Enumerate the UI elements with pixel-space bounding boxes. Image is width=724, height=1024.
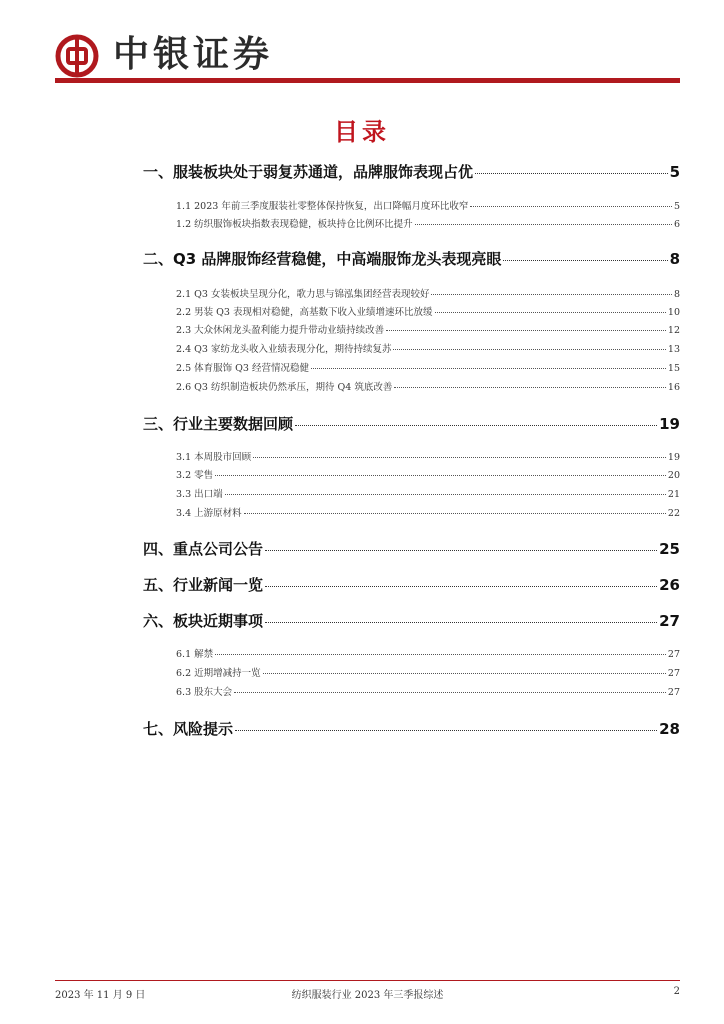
toc-page-number: 28 <box>659 720 680 738</box>
toc-subsection-link[interactable] <box>176 646 680 660</box>
toc-page-number: 5 <box>669 163 680 181</box>
toc-entry-title: 1.2 纺织服饰板块指数表现稳健，板块持仓比例环比提升 <box>176 219 413 230</box>
dot-leader <box>415 224 672 225</box>
toc-subsection-link[interactable] <box>176 665 680 679</box>
dot-leader <box>234 692 666 693</box>
dot-leader <box>394 387 666 388</box>
dot-leader <box>244 513 666 514</box>
dot-leader <box>435 312 666 313</box>
toc-page-number: 13 <box>667 344 680 355</box>
toc-page-number: 20 <box>667 470 680 481</box>
page-number: 2 <box>673 986 680 997</box>
toc-page-number: 8 <box>673 289 680 300</box>
toc-page-number: 10 <box>667 307 680 318</box>
dot-leader <box>253 457 666 458</box>
toc-page-number: 27 <box>659 612 680 630</box>
toc-subsection-link[interactable] <box>176 684 680 698</box>
toc-page-number: 27 <box>667 649 680 660</box>
toc-page-number: 27 <box>667 668 680 679</box>
dot-leader <box>470 206 672 207</box>
toc-page-number: 19 <box>659 415 680 433</box>
toc-entry-title: 二、Q3 品牌服饰经营稳健，中高端服饰龙头表现亮眼 <box>143 250 502 268</box>
toc-section-link[interactable] <box>143 574 680 594</box>
dot-leader <box>263 673 666 674</box>
toc-subsection-link[interactable] <box>176 198 680 212</box>
toc-entry-title: 一、服装板块处于弱复苏通道，品牌服饰表现占优 <box>143 163 474 181</box>
toc-page-number: 6 <box>673 219 680 230</box>
toc-entry-title: 2.6 Q3 纺织制造板块仍然承压，期待 Q4 筑底改善 <box>176 382 393 393</box>
toc-entry-title: 1.1 2023 年前三季度服装社零整体保持恢复，出口降幅月度环比收窄 <box>176 201 469 212</box>
dot-leader <box>225 494 666 495</box>
dot-leader <box>295 425 657 426</box>
toc-entry-title: 六、板块近期事项 <box>143 612 264 630</box>
toc-page-number: 21 <box>667 489 680 500</box>
toc-subsection-link[interactable] <box>176 216 680 230</box>
bank-of-china-logo-icon <box>55 34 99 78</box>
toc-title: 目录 <box>334 118 390 146</box>
dot-leader <box>475 173 668 174</box>
toc-section-link[interactable] <box>143 161 680 181</box>
toc-subsection-link[interactable] <box>176 360 680 374</box>
toc-page-number: 27 <box>667 687 680 698</box>
dot-leader <box>393 349 665 350</box>
toc-entry-title: 6.1 解禁 <box>176 649 214 660</box>
page-footer <box>55 986 680 1000</box>
toc-entry-title: 3.4 上游原材料 <box>176 508 242 519</box>
toc-entry-title: 2.4 Q3 家纺龙头收入业绩表现分化，期待持续复苏 <box>176 344 392 355</box>
toc-entry-title: 3.2 零售 <box>176 470 214 481</box>
toc-entry-title: 6.3 股东大会 <box>176 687 233 698</box>
report-name: 纺织服装行业 2023 年三季报综述 <box>291 990 444 1001</box>
dot-leader <box>235 730 657 731</box>
toc-section-link[interactable] <box>143 718 680 738</box>
toc-section-link[interactable] <box>143 248 680 268</box>
dot-leader <box>265 550 657 551</box>
toc-section-link[interactable] <box>143 538 680 558</box>
report-date: 2023 年 11 月 9 日 <box>55 990 146 1001</box>
dot-leader <box>503 260 667 261</box>
toc-page-number: 5 <box>673 201 680 212</box>
toc-subsection-link[interactable] <box>176 286 680 300</box>
dot-leader <box>431 294 671 295</box>
toc-entry-title: 3.1 本周股市回顾 <box>176 452 252 463</box>
toc-entry-title: 五、行业新闻一览 <box>143 576 264 594</box>
toc-entry-title: 2.5 体育服饰 Q3 经营情况稳健 <box>176 363 310 374</box>
dot-leader <box>311 368 666 369</box>
toc-page-number: 26 <box>659 576 680 594</box>
toc-page-number: 25 <box>659 540 680 558</box>
brand-name: 中银证券 <box>113 34 274 75</box>
toc-subsection-link[interactable] <box>176 341 680 355</box>
toc-entry-title: 七、风险提示 <box>143 720 234 738</box>
toc-entry-title: 2.1 Q3 女装板块呈现分化，歌力思与锦泓集团经营表现较好 <box>176 289 430 300</box>
toc-subsection-link[interactable] <box>176 486 680 500</box>
toc-entry-title: 2.2 男装 Q3 表现相对稳健，高基数下收入业绩增速环比放缓 <box>176 307 433 318</box>
toc-entry-title: 四、重点公司公告 <box>143 540 264 558</box>
toc-section-link[interactable] <box>143 413 680 433</box>
dot-leader <box>215 475 666 476</box>
toc-page-number: 19 <box>667 452 680 463</box>
toc-subsection-link[interactable] <box>176 304 680 318</box>
page-header <box>55 30 680 80</box>
dot-leader <box>215 654 666 655</box>
toc-subsection-link[interactable] <box>176 449 680 463</box>
toc-page-number: 22 <box>667 508 680 519</box>
toc-entry-title: 2.3 大众休闲龙头盈利能力提升带动业绩持续改善 <box>176 325 385 336</box>
toc-page-number: 8 <box>669 250 680 268</box>
toc-page-number: 16 <box>667 382 680 393</box>
toc-subsection-link[interactable] <box>176 379 680 393</box>
dot-leader <box>265 622 657 623</box>
toc-subsection-link[interactable] <box>176 467 680 481</box>
dot-leader <box>265 586 657 587</box>
dot-leader <box>386 330 666 331</box>
toc-entry-title: 三、行业主要数据回顾 <box>143 415 294 433</box>
toc-page-number: 12 <box>667 325 680 336</box>
toc-section-link[interactable] <box>143 610 680 630</box>
footer-rule <box>55 980 680 981</box>
toc-subsection-link[interactable] <box>176 505 680 519</box>
toc-page-number: 15 <box>667 363 680 374</box>
header-rule <box>55 78 680 83</box>
toc-subsection-link[interactable] <box>176 322 680 336</box>
toc-entry-title: 6.2 近期增减持一览 <box>176 668 261 679</box>
toc-entry-title: 3.3 出口端 <box>176 489 223 500</box>
